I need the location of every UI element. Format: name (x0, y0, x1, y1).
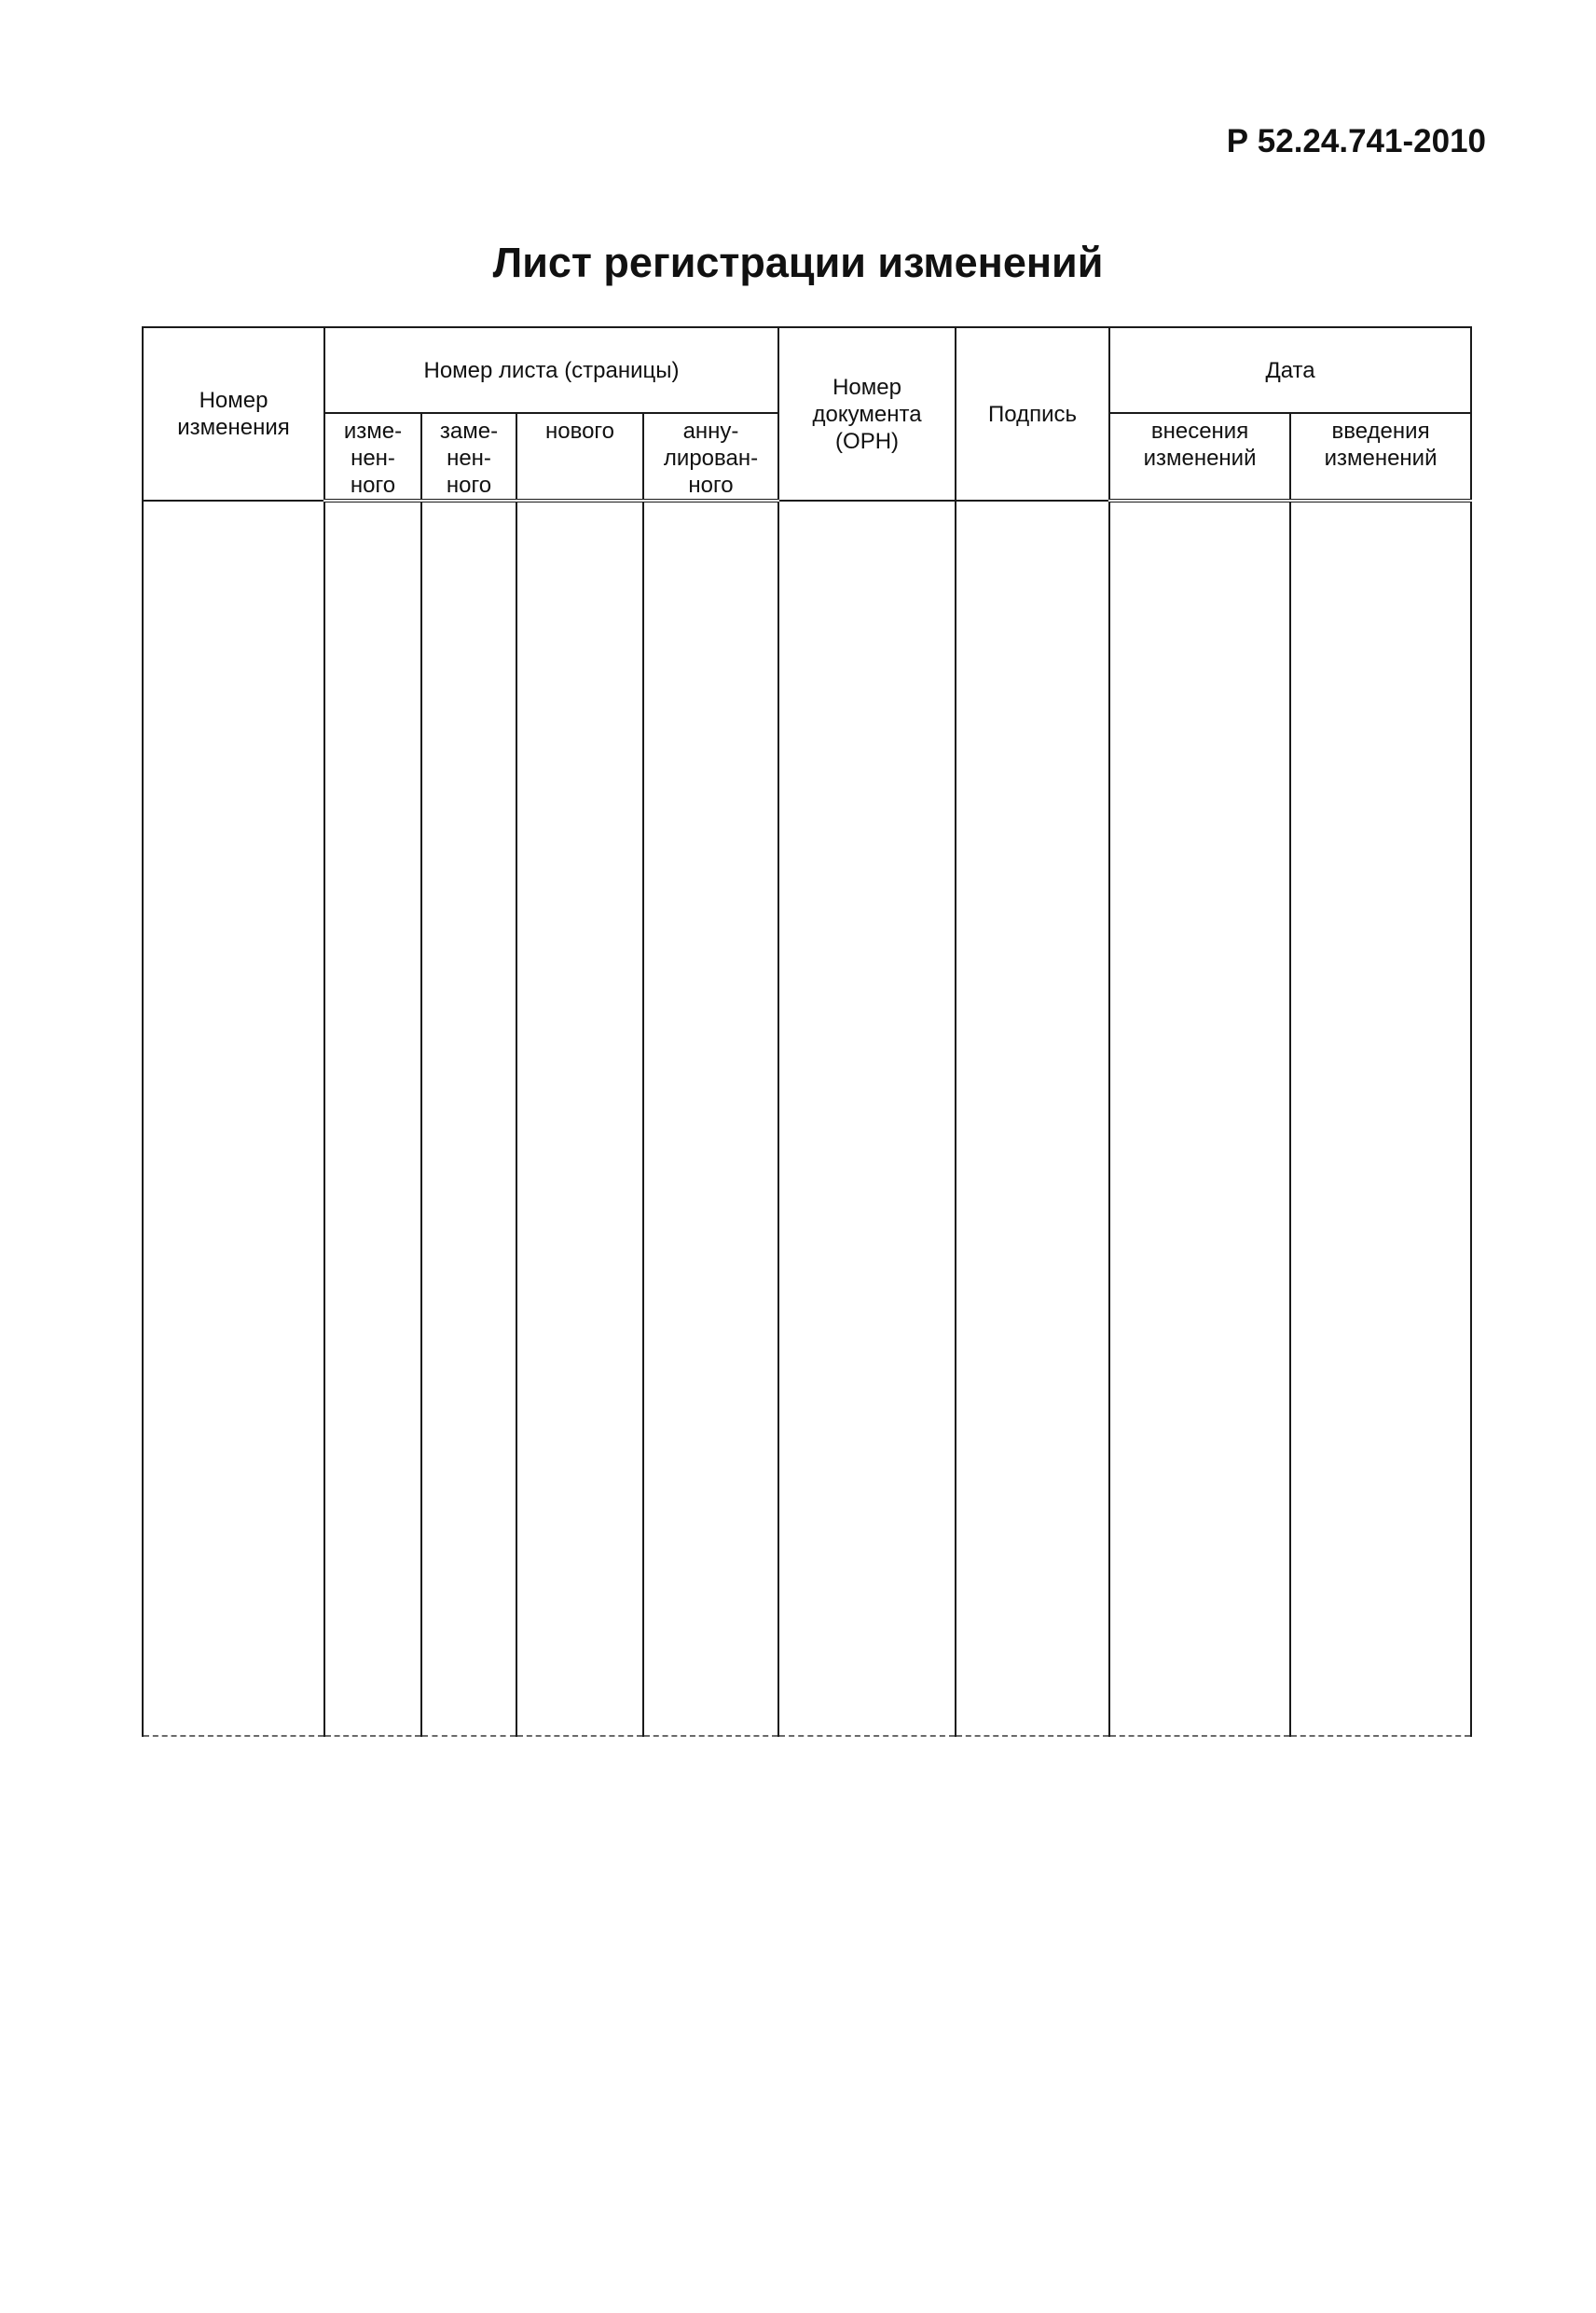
cell-document-number[interactable] (778, 501, 956, 1736)
cell-date-effective[interactable] (1290, 501, 1471, 1736)
subheader-date-effective: введения изменений (1290, 413, 1471, 501)
header-date: Дата (1109, 327, 1471, 413)
header-signature: Подпись (956, 327, 1109, 501)
subheader-replaced: заме- нен- ного (421, 413, 516, 501)
cell-new[interactable] (516, 501, 643, 1736)
subheader-cancelled: анну- лирован- ного (643, 413, 778, 501)
cell-changed[interactable] (324, 501, 421, 1736)
header-change-number: Номер изменения (143, 327, 324, 501)
cell-change-number[interactable] (143, 501, 324, 1736)
header-sheet-number: Номер листа (страницы) (324, 327, 778, 413)
header-document-number: Номер документа (ОРН) (778, 327, 956, 501)
subheader-date-entry: внесения изменений (1109, 413, 1290, 501)
cell-cancelled[interactable] (643, 501, 778, 1736)
cell-date-entry[interactable] (1109, 501, 1290, 1736)
subheader-new: нового (516, 413, 643, 501)
change-registration-table (142, 326, 1470, 1737)
cell-replaced[interactable] (421, 501, 516, 1736)
document-code: Р 52.24.741-2010 (1226, 123, 1486, 159)
registration-table (142, 326, 1472, 1737)
table-row (143, 501, 1471, 1736)
subheader-changed: изме- нен- ного (324, 413, 421, 501)
page-title: Лист регистрации изменений (492, 239, 1104, 286)
cell-signature[interactable] (956, 501, 1109, 1736)
